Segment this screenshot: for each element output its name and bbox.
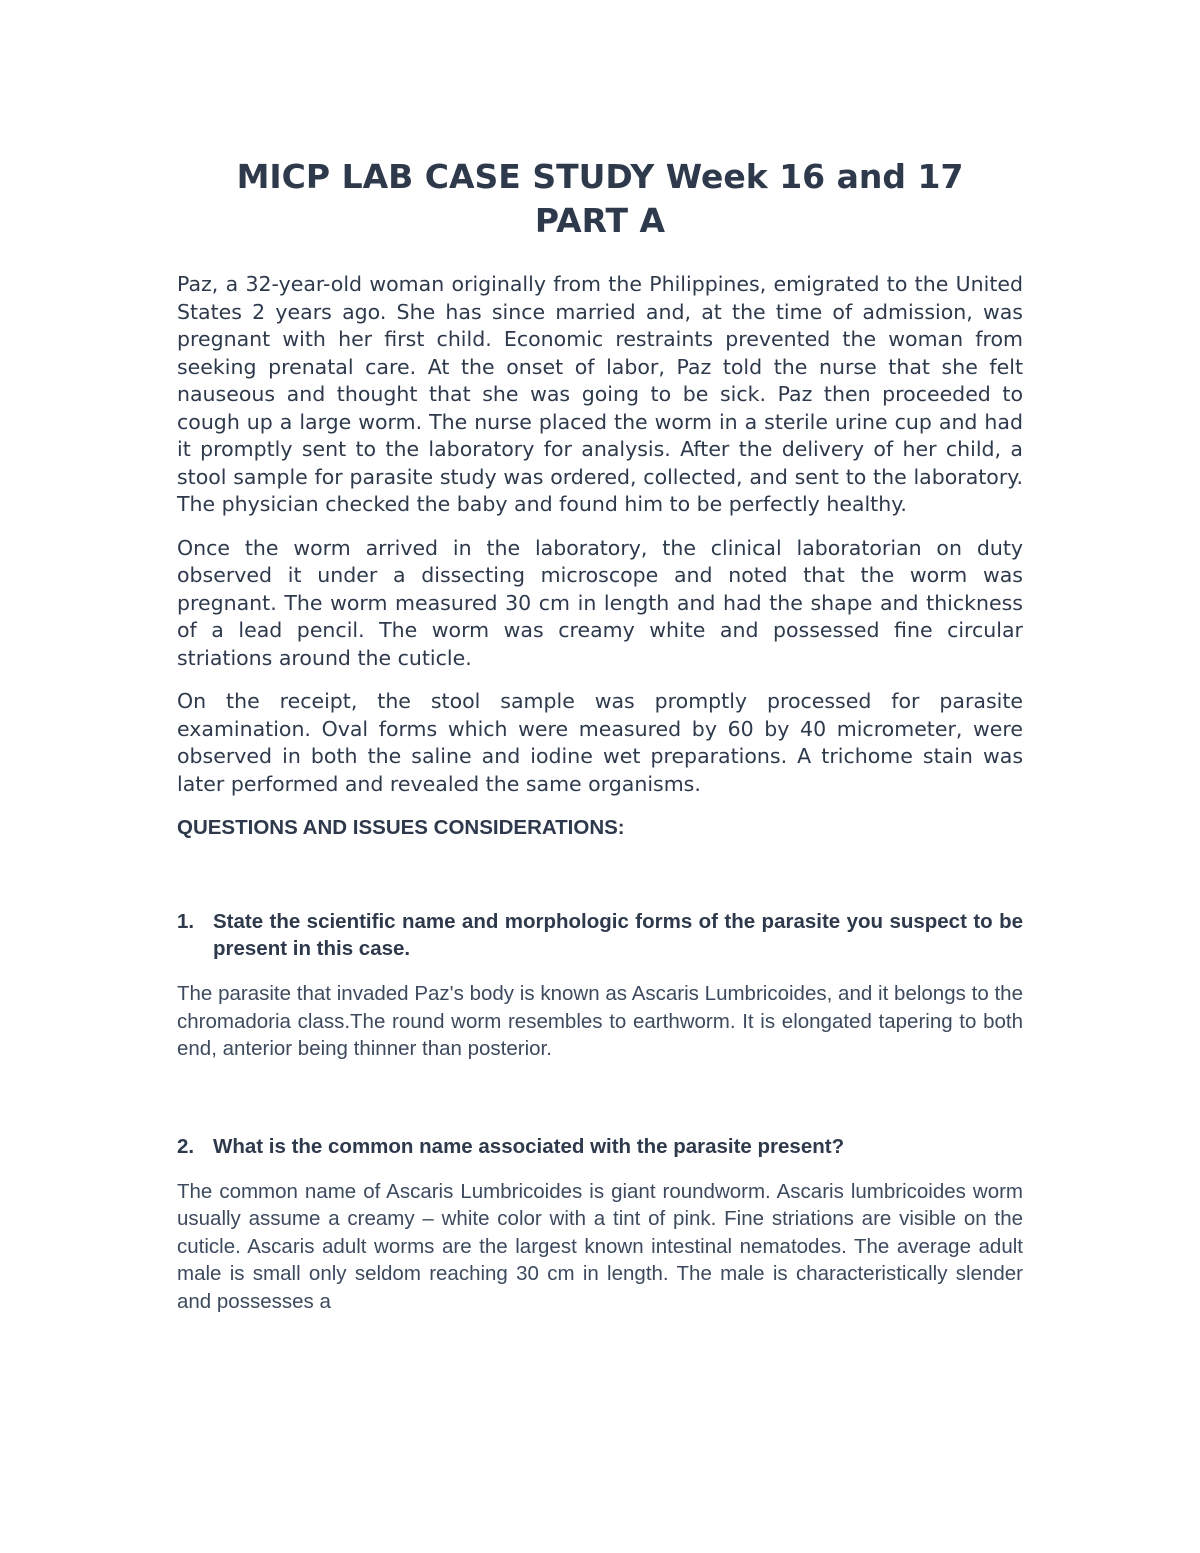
title-line-1: MICP LAB CASE STUDY Week 16 and 17: [236, 157, 964, 196]
answer-1: The parasite that invaded Paz's body is known as Ascaris Lumbricoides, and it belongs to the chromadoria class.The round worm resembles to earthworm. It is elongated tapering to both end, anterior being thinner than posterior.: [177, 982, 1023, 1060]
question-text: State the scientific name and morphologic forms of the parasite you suspect to be present in this case.: [213, 910, 1023, 960]
question-number: 2.: [177, 1134, 195, 1158]
case-paragraph: Paz, a 32-year-old woman originally from the Philippines, emigrated to the United States 2 years ago. She has since married and, at the time of admission, was pregnant with her first child. Economic restraints prevented the woman from seeking prenatal care. At the onset of labor, Paz told the nurse that she felt nauseous and thought that she was going to be sick. Paz then proceeded to cough up a large worm. The nurse placed the worm in a sterile urine cup and had it promptly sent to the laboratory for analysis. After the delivery of her child, a stool sample for parasite study was ordered, collected, and sent to the laboratory. The physician checked the baby and found him to be perfectly healthy.: [177, 272, 1023, 516]
question-number: 1.: [177, 910, 195, 933]
question-2: [177, 1133, 1023, 1160]
case-paragraph: Once the worm arrived in the laboratory, the clinical laboratorian on duty observed it under a dissecting microscope and noted that the worm was pregnant. The worm measured 30 cm in length and had the shape and thickness of a lead pencil. The worm was creamy white and possessed fine circular striations around the cuticle.: [177, 535, 1023, 670]
question-1: [177, 908, 1023, 962]
questions-heading: QUESTIONS AND ISSUES CONSIDERATIONS:: [177, 816, 625, 839]
title-line-2: PART A: [534, 201, 666, 240]
question-text: What is the common name associated with the parasite present?: [213, 1134, 845, 1158]
document-title: [177, 155, 1023, 243]
case-paragraph: On the receipt, the stool sample was promptly processed for parasite examination. Oval forms which were measured by 60 by 40 micrometer, were observed in both the saline and iodine wet preparations. A trichome stain was later performed and revealed the same organisms.: [177, 689, 1023, 796]
answer-2: The common name of Ascaris Lumbricoides is giant roundworm. Ascaris lumbricoides worm usually assume a creamy – white color with a tint of pink. Fine striations are visible on the cuticle. Ascaris adult worms are the largest known intestinal nematodes. The average adult male is small only seldom reaching 30 cm in length. The male is characteristically slender and possesses a: [177, 1179, 1023, 1313]
